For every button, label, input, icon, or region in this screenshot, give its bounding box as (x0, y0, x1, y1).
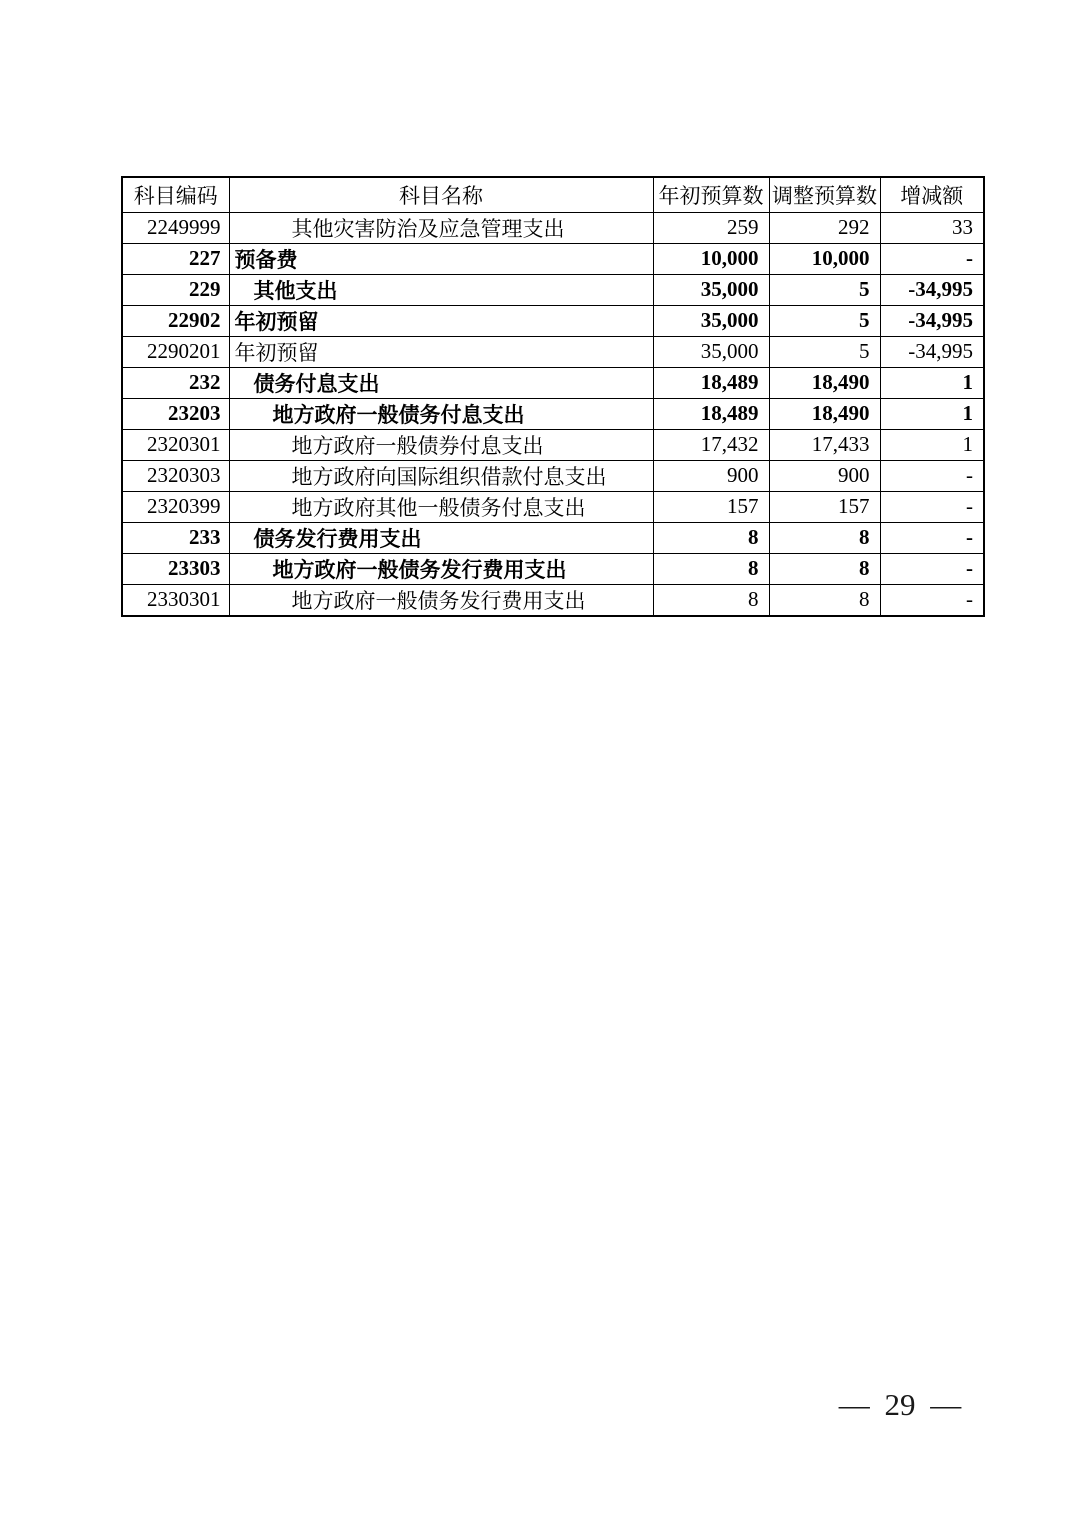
header-initial-budget: 年初预算数 (653, 177, 769, 212)
subject-name-cell: 预备费 (229, 243, 653, 274)
change-amount-cell: - (880, 584, 984, 616)
change-amount-cell: 33 (880, 212, 984, 243)
table-row (122, 243, 984, 274)
adjusted-budget-cell: 10,000 (769, 243, 880, 274)
subject-name-cell: 地方政府一般债务发行费用支出 (229, 553, 653, 584)
adjusted-budget-cell: 18,490 (769, 367, 880, 398)
table-row (122, 584, 984, 616)
subject-code-cell: 2320399 (122, 491, 229, 522)
change-amount-cell: - (880, 243, 984, 274)
page-number: — 29 — (838, 1387, 962, 1422)
subject-code-cell: 2290201 (122, 336, 229, 367)
subject-name-cell: 年初预留 (229, 305, 653, 336)
subject-name-cell: 地方政府一般债券付息支出 (229, 429, 653, 460)
initial-budget-cell: 35,000 (653, 305, 769, 336)
subject-code-cell: 233 (122, 522, 229, 553)
subject-name-cell: 地方政府向国际组织借款付息支出 (229, 460, 653, 491)
subject-code-cell: 2330301 (122, 584, 229, 616)
initial-budget-cell: 157 (653, 491, 769, 522)
adjusted-budget-cell: 157 (769, 491, 880, 522)
change-amount-cell: -34,995 (880, 305, 984, 336)
header-subject-code: 科目编码 (122, 177, 229, 212)
table-row (122, 429, 984, 460)
subject-name-cell: 债务付息支出 (229, 367, 653, 398)
table-row (122, 522, 984, 553)
table-row (122, 491, 984, 522)
initial-budget-cell: 8 (653, 553, 769, 584)
initial-budget-cell: 10,000 (653, 243, 769, 274)
table-row (122, 553, 984, 584)
table-row (122, 305, 984, 336)
change-amount-cell: - (880, 460, 984, 491)
budget-adjustment-table (121, 176, 985, 617)
initial-budget-cell: 259 (653, 212, 769, 243)
subject-code-cell: 23203 (122, 398, 229, 429)
table-row (122, 212, 984, 243)
change-amount-cell: 1 (880, 367, 984, 398)
subject-name-cell: 地方政府一般债务发行费用支出 (229, 584, 653, 616)
adjusted-budget-cell: 8 (769, 553, 880, 584)
initial-budget-cell: 18,489 (653, 398, 769, 429)
change-amount-cell: - (880, 522, 984, 553)
header-subject-name: 科目名称 (229, 177, 653, 212)
initial-budget-cell: 8 (653, 584, 769, 616)
subject-code-cell: 22902 (122, 305, 229, 336)
subject-code-cell: 232 (122, 367, 229, 398)
adjusted-budget-cell: 5 (769, 274, 880, 305)
change-amount-cell: - (880, 553, 984, 584)
subject-name-cell: 地方政府其他一般债务付息支出 (229, 491, 653, 522)
subject-code-cell: 23303 (122, 553, 229, 584)
change-amount-cell: -34,995 (880, 274, 984, 305)
subject-name-cell: 地方政府一般债务付息支出 (229, 398, 653, 429)
initial-budget-cell: 35,000 (653, 274, 769, 305)
adjusted-budget-cell: 5 (769, 305, 880, 336)
table-row (122, 336, 984, 367)
change-amount-cell: - (880, 491, 984, 522)
table-header-row (122, 177, 984, 212)
adjusted-budget-cell: 8 (769, 584, 880, 616)
table-row (122, 398, 984, 429)
initial-budget-cell: 35,000 (653, 336, 769, 367)
header-change-amount: 增减额 (880, 177, 984, 212)
adjusted-budget-cell: 17,433 (769, 429, 880, 460)
table-row (122, 367, 984, 398)
initial-budget-cell: 900 (653, 460, 769, 491)
adjusted-budget-cell: 5 (769, 336, 880, 367)
table-row (122, 460, 984, 491)
initial-budget-cell: 17,432 (653, 429, 769, 460)
subject-code-cell: 2249999 (122, 212, 229, 243)
table-header (122, 177, 984, 212)
table-row (122, 274, 984, 305)
initial-budget-cell: 8 (653, 522, 769, 553)
header-adjusted-budget: 调整预算数 (769, 177, 880, 212)
subject-code-cell: 2320303 (122, 460, 229, 491)
subject-name-cell: 其他灾害防治及应急管理支出 (229, 212, 653, 243)
change-amount-cell: 1 (880, 398, 984, 429)
change-amount-cell: 1 (880, 429, 984, 460)
subject-code-cell: 2320301 (122, 429, 229, 460)
adjusted-budget-cell: 292 (769, 212, 880, 243)
table-body (122, 212, 984, 616)
change-amount-cell: -34,995 (880, 336, 984, 367)
adjusted-budget-cell: 18,490 (769, 398, 880, 429)
subject-code-cell: 227 (122, 243, 229, 274)
initial-budget-cell: 18,489 (653, 367, 769, 398)
adjusted-budget-cell: 900 (769, 460, 880, 491)
adjusted-budget-cell: 8 (769, 522, 880, 553)
subject-name-cell: 其他支出 (229, 274, 653, 305)
subject-code-cell: 229 (122, 274, 229, 305)
subject-name-cell: 债务发行费用支出 (229, 522, 653, 553)
subject-name-cell: 年初预留 (229, 336, 653, 367)
